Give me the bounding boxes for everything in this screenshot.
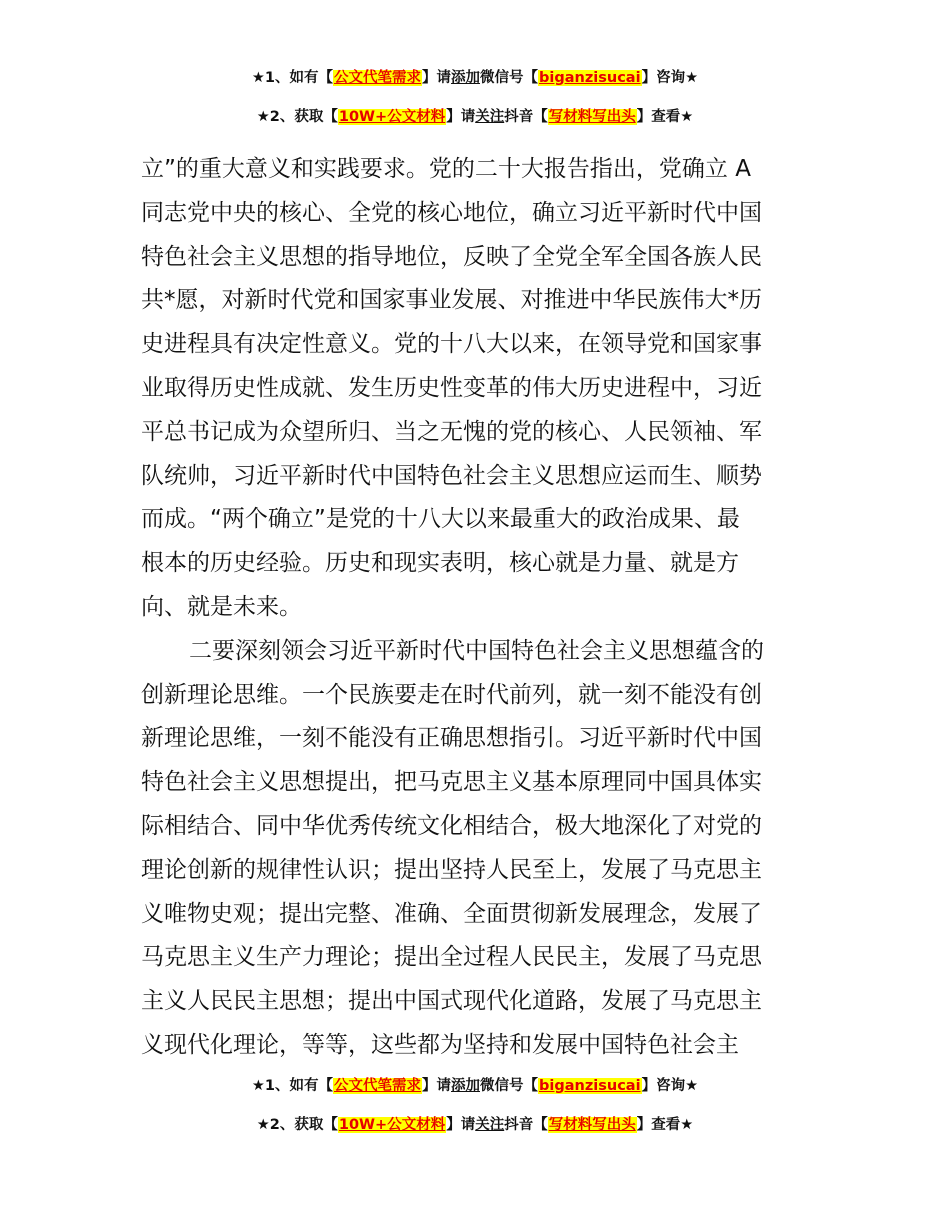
- promo-text: 抖音【: [504, 1117, 548, 1133]
- promo-suffix: 】咨询★: [641, 1078, 699, 1094]
- promo-emphasis: 关注: [475, 109, 505, 125]
- promo-prefix: ★2、获取【: [256, 1117, 338, 1133]
- footer-promo-line-1: [0, 1075, 950, 1097]
- promo-highlight-wechat-id: biganzisucai: [539, 1078, 641, 1094]
- promo-text: 】请: [446, 109, 476, 125]
- promo-prefix: ★2、获取【: [256, 109, 338, 125]
- promo-text: 抖音【: [504, 109, 548, 125]
- text-line: 平总书记成为众望所归、当之无愧的党的核心、人民领袖、军: [141, 418, 762, 445]
- text-line: 义现代化理论，等等，这些都为坚持和发展中国特色社会主: [141, 1031, 739, 1058]
- paragraph-1: [141, 148, 811, 630]
- text-line: 特色社会主义思想的指导地位，反映了全党全军全国各族人民: [141, 243, 762, 270]
- promo-prefix: ★1、如有【: [251, 70, 334, 86]
- promo-highlight-materials: 10W+公文材料: [338, 1117, 446, 1133]
- promo-highlight-wechat-id: biganzisucai: [539, 70, 641, 86]
- text-line: 主义人民民主思想；提出中国式现代化道路，发展了马克思主: [141, 988, 762, 1015]
- text-line: 业取得历史性成就、发生历史性变革的伟大历史进程中，习近: [141, 374, 762, 401]
- text-line: 理论创新的规律性认识；提出坚持人民至上，发展了马克思主: [141, 856, 762, 883]
- promo-text: 】请: [422, 70, 452, 86]
- promo-highlight-douyin: 写材料写出头: [548, 109, 636, 125]
- text-line: 根本的历史经验。历史和现实表明，核心就是力量、就是方: [141, 550, 739, 577]
- header-promo-line-1: [0, 67, 950, 89]
- promo-suffix: 】查看★: [636, 1117, 694, 1133]
- promo-highlight-douyin: 写材料写出头: [548, 1117, 636, 1133]
- text-line: 同志党中央的核心、全党的核心地位，确立习近平新时代中国: [141, 199, 762, 226]
- promo-text: 微信号【: [480, 1078, 539, 1094]
- promo-emphasis: 添加: [451, 70, 481, 86]
- promo-emphasis: 添加: [451, 1078, 481, 1094]
- text-line: 创新理论思维。一个民族要走在时代前列，就一刻不能没有创: [141, 681, 762, 708]
- promo-text: 】请: [422, 1078, 452, 1094]
- promo-highlight-materials: 10W+公文材料: [338, 109, 446, 125]
- footer-promo-line-2: [0, 1114, 950, 1136]
- promo-prefix: ★1、如有【: [251, 1078, 334, 1094]
- promo-text: 微信号【: [480, 70, 539, 86]
- document-body: [141, 148, 811, 1068]
- text-line: 义唯物史观；提出完整、准确、全面贯彻新发展理念，发展了: [141, 900, 762, 927]
- text-line: 立”的重大意义和实践要求。党的二十大报告指出，党确立 A: [141, 156, 751, 182]
- promo-emphasis: 关注: [475, 1117, 505, 1133]
- text-line: 队统帅，习近平新时代中国特色社会主义思想应运而生、顺势: [141, 462, 762, 489]
- promo-text: 】请: [446, 1117, 476, 1133]
- text-line: 特色社会主义思想提出，把马克思主义基本原理同中国具体实: [141, 769, 762, 796]
- text-line: 二要深刻领会习近平新时代中国特色社会主义思想蕴含的: [189, 637, 764, 664]
- text-line: 马克思主义生产力理论；提出全过程人民民主，发展了马克思: [141, 944, 762, 971]
- promo-highlight-service: 公文代笔需求: [334, 1078, 422, 1094]
- promo-highlight-service: 公文代笔需求: [334, 70, 422, 86]
- paragraph-2: [141, 630, 811, 1068]
- text-line: 而成。“两个确立”是党的十八大以来最重大的政治成果、最: [141, 506, 740, 533]
- promo-suffix: 】咨询★: [641, 70, 699, 86]
- promo-suffix: 】查看★: [636, 109, 694, 125]
- header-promo-line-2: [0, 106, 950, 128]
- text-line: 史进程具有决定性意义。党的十八大以来，在领导党和国家事: [141, 331, 762, 358]
- text-line: 际相结合、同中华优秀传统文化相结合，极大地深化了对党的: [141, 812, 762, 839]
- text-line: 共*愿，对新时代党和国家事业发展、对推进中华民族伟大*历: [141, 287, 762, 314]
- text-line: 向、就是未来。: [141, 593, 302, 620]
- text-line: 新理论思维，一刻不能没有正确思想指引。习近平新时代中国: [141, 725, 762, 752]
